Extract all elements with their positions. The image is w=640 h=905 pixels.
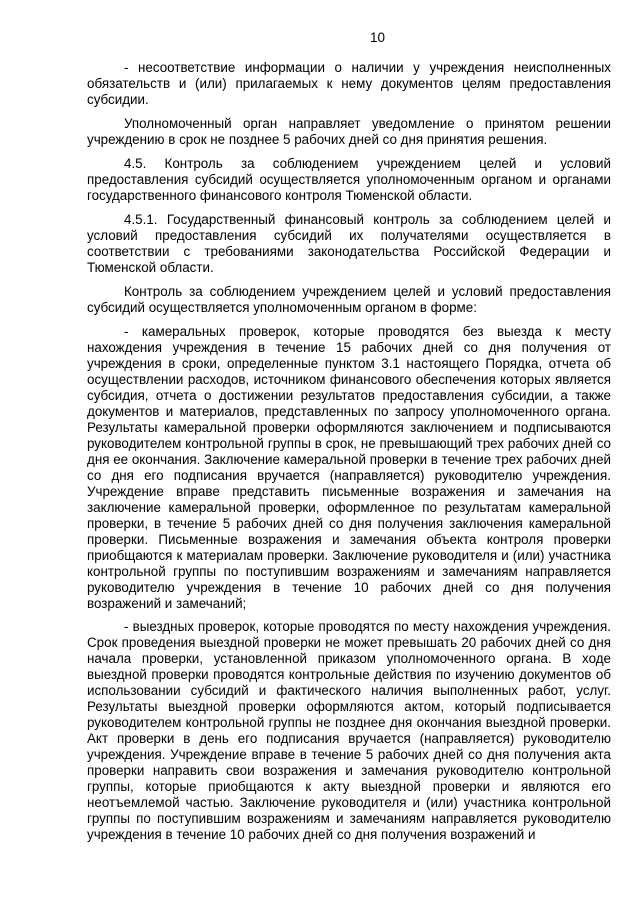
paragraph-notification: Уполномоченный орган направляет уведомление о принятом решении учреждению в срок не позднее 5 рабочих дней со дня принятия решения. xyxy=(87,116,611,147)
paragraph-desk-audits: - камеральных проверок, которые проводятся без выезда к месту нахождения учреждения в течение 15 рабочих дней со дня получения от учреждения в сроки, определенные пунктом 3.1 настоящего Порядка, отчета об осуществлении расходов, источником финансового обеспечения которых является субсидия, отчета о достижении результатов предоставления субсидии, а также документов и материалов, представленных по запросу уполномоченного органа. Результаты камеральной проверки оформляются заключением и подписываются руководителем контрольной группы в срок, не превышающий трех рабочих дней со дня ее окончания. Заключение камеральной проверки в течение трех рабочих дней со дня его подписания вручается (направляется) руководителю учреждения. Учреждение вправе представить письменные возражения и замечания на заключение камеральной проверки, оформленное по результатам камеральной проверки, в течение 5 рабочих дней со дня получения заключения камеральной проверки. Письменные возражения и замечания объекта контроля проверки приобщаются к материалам проверки. Заключение руководителя и (или) участника контрольной группы по поступившим возражениям и замечаниям направляется руководителю учреждения в течение 10 рабочих дней со дня получения возражений и замечаний; xyxy=(87,324,611,611)
paragraph-control-4-5: 4.5. Контроль за соблюдением учреждением целей и условий предоставления субсидий осуществляется уполномоченным органом и органами государственного финансового контроля Тюменской области. xyxy=(87,156,611,203)
paragraph-nonconformity: - несоответствие информации о наличии у учреждения неисполненных обязательств и (или) прилагаемых к нему документов целям предоставления субсидии. xyxy=(87,60,611,107)
page-number: 10 xyxy=(369,30,386,45)
paragraph-control-4-5-1: 4.5.1. Государственный финансовый контроль за соблюдением целей и условий предоставления субсидий их получателями осуществляется в соответствии с требованиями законодательства Российской Федерации и Тюменской области. xyxy=(87,212,611,275)
paragraph-field-audits: - выездных проверок, которые проводятся по месту нахождения учреждения. Срок проведения выездной проверки не может превышать 20 рабочих дней со дня начала проверки, установленной приказом уполномоченного органа. В ходе выездной проверки проводятся контрольные действия по изучению документов об использовании субсидий и фактического наличия выполненных работ, услуг. Результаты выездной проверки оформляются актом, который подписывается руководителем контрольной группы не позднее дня окончания выездной проверки. Акт проверки в день его подписания вручается (направляется) руководителю учреждения. Учреждение вправе в течение 5 рабочих дней со дня получения акта проверки направить свои возражения и замечания руководителю контрольной группы, которые приобщаются к акту выездной проверки и являются его неотъемлемой частью. Заключение руководителя и (или) участника контрольной группы по поступившим возражениям и замечаниям направляется руководителю учреждения в течение 10 рабочих дней со дня получения возражений и xyxy=(87,619,611,842)
paragraph-control-forms: Контроль за соблюдением учреждением целей и условий предоставления субсидий осуществляется уполномоченным органом в форме: xyxy=(87,284,611,315)
